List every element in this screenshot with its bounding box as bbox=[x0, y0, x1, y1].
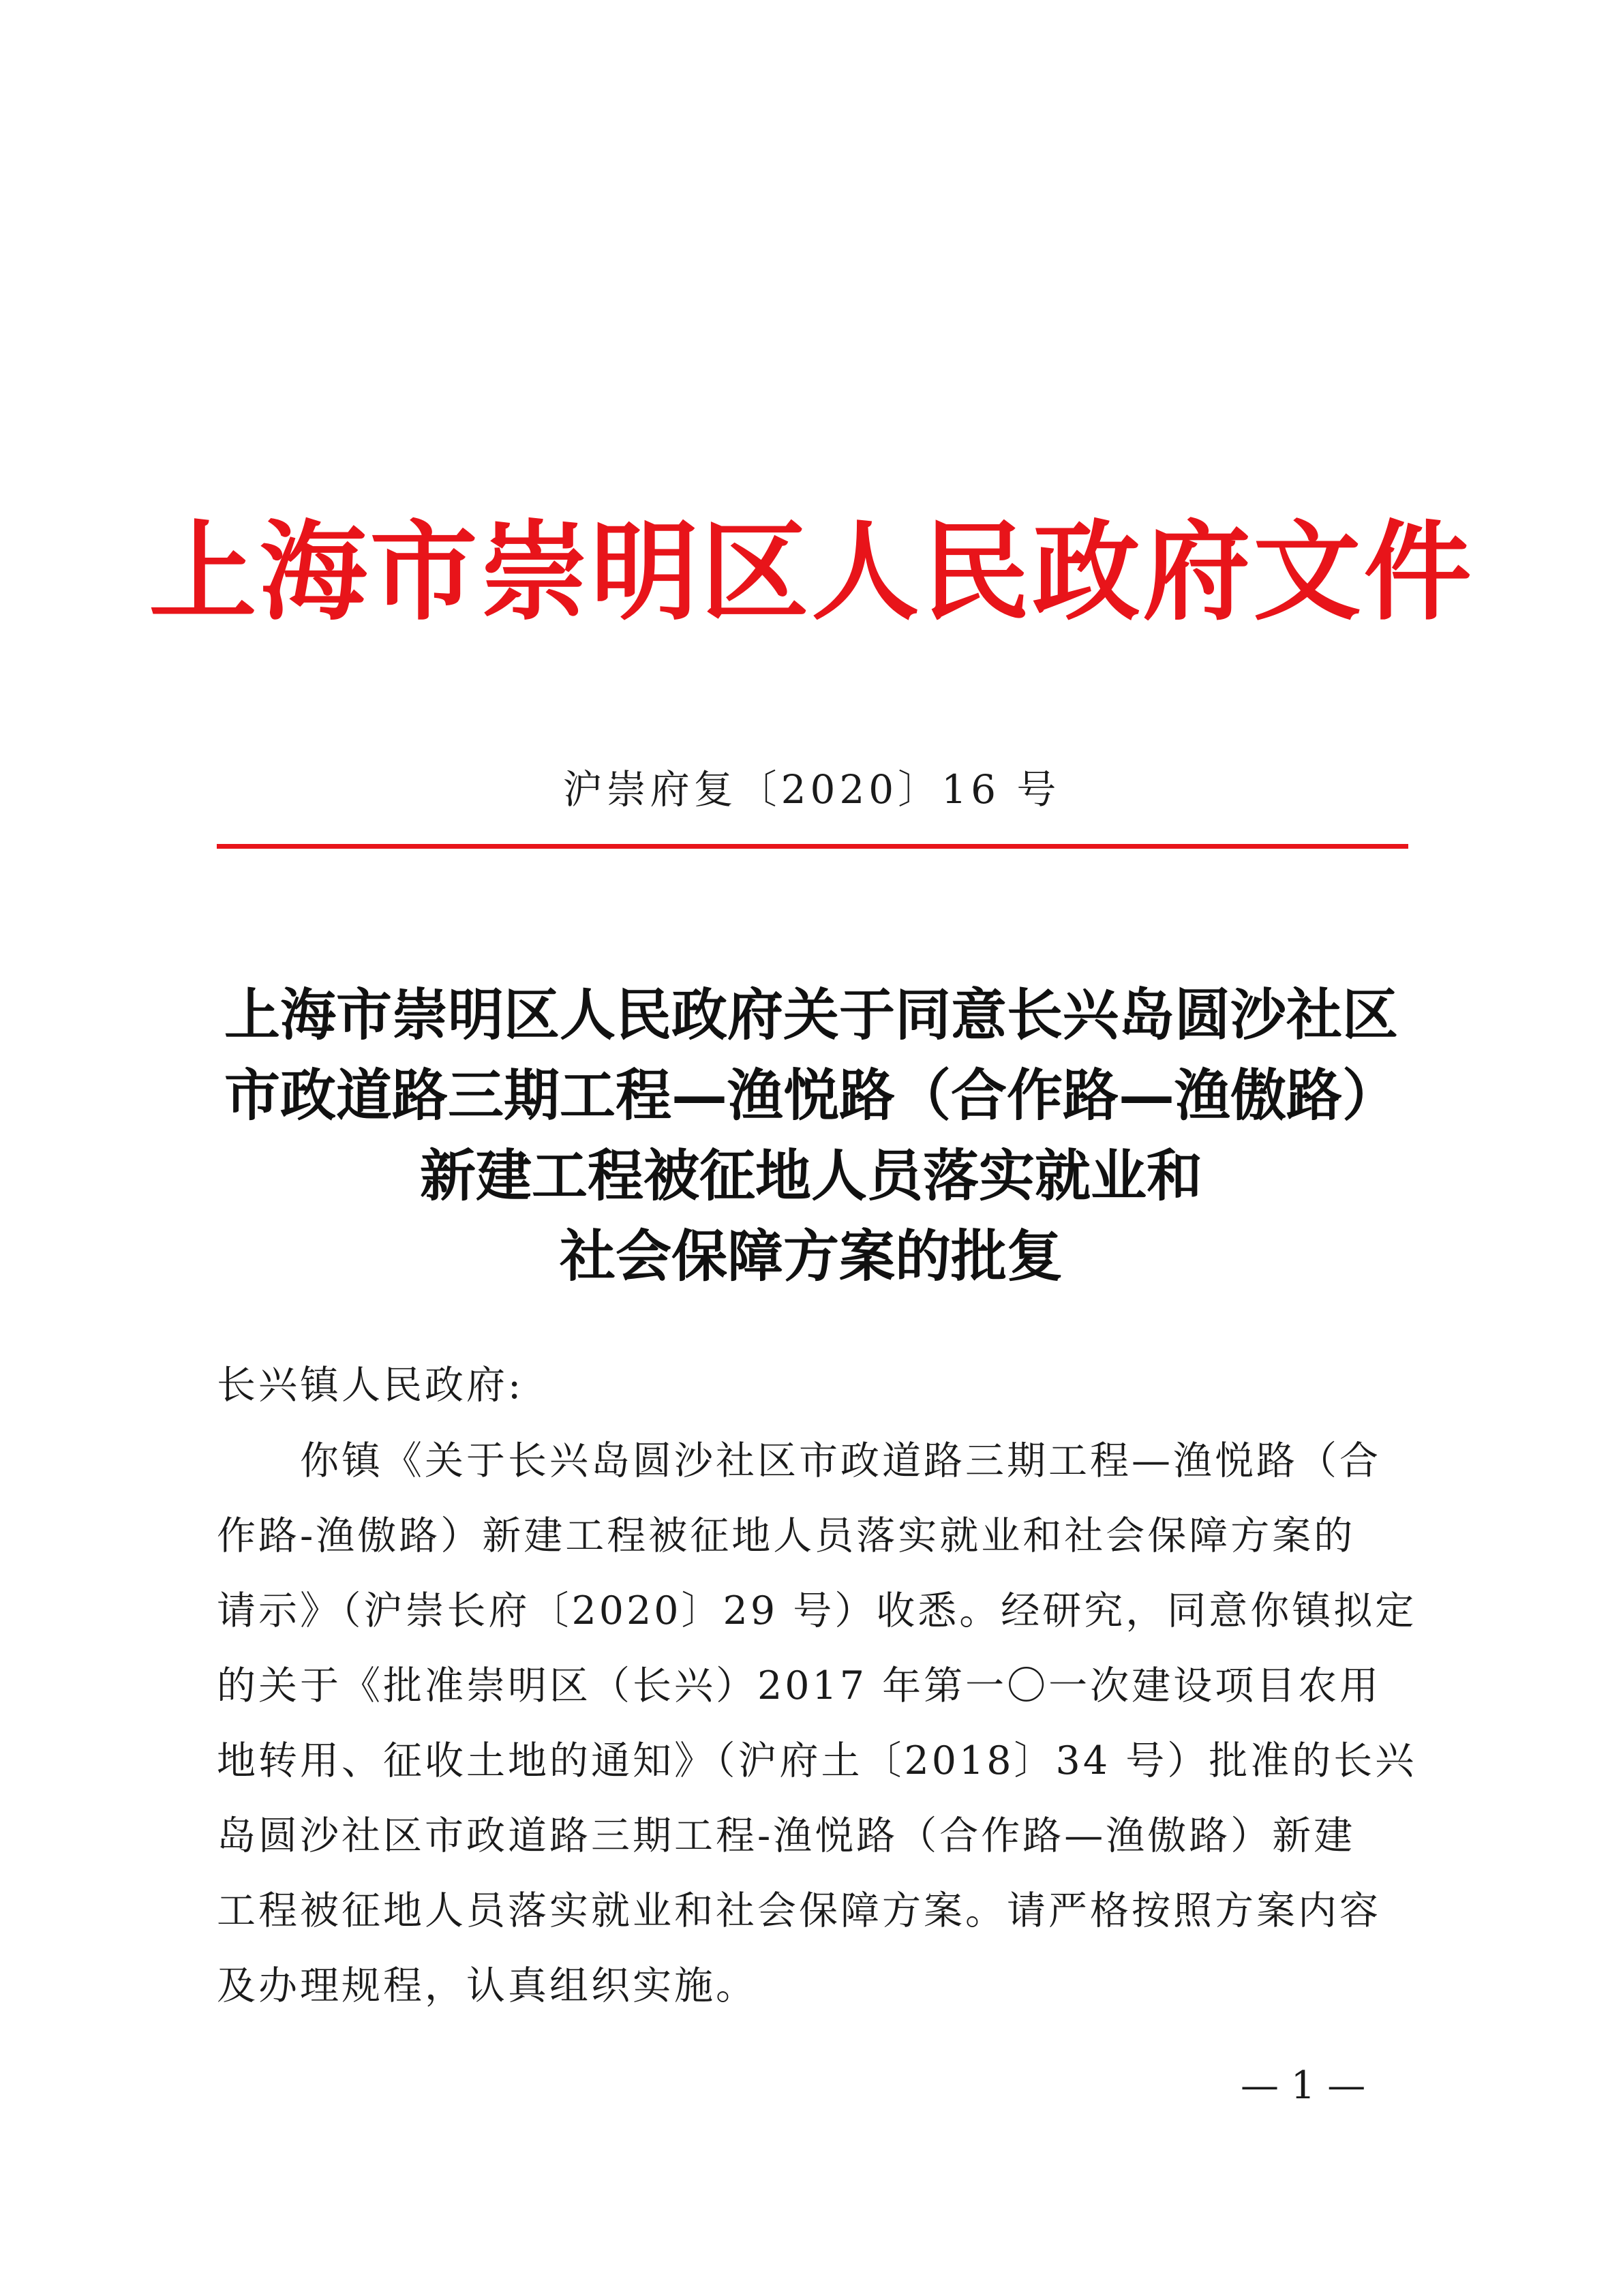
title-line: 社会保障方案的批复 bbox=[559, 1224, 1063, 1289]
document-number: 沪崇府复〔2020〕16 号 bbox=[562, 766, 1061, 813]
body-line: 作路-渔傲路）新建工程被征地人员落实就业和社会保障方案的 bbox=[217, 1513, 1356, 1558]
document-title bbox=[170, 975, 1452, 1297]
page-number: — 1 — bbox=[1241, 2064, 1366, 2108]
body-line: 工程被征地人员落实就业和社会保障方案。请严格按照方案内容 bbox=[217, 1888, 1381, 1933]
body-line: 请示》（沪崇长府〔2020〕29 号）收悉。经研究，同意你镇拟定 bbox=[217, 1588, 1417, 1633]
title-line: 上海市崇明区人民政府关于同意长兴岛圆沙社区 bbox=[224, 982, 1398, 1048]
document-masthead: 上海市崇明区人民政府文件 bbox=[149, 509, 1474, 635]
body-paragraph bbox=[217, 1423, 1417, 2023]
body-line: 的关于《批准崇明区（长兴）2017 年第一〇一次建设项目农用 bbox=[217, 1663, 1382, 1708]
title-line: 市政道路三期工程—渔悦路（合作路—渔傲路） bbox=[224, 1063, 1398, 1128]
body-line: 岛圆沙社区市政道路三期工程-渔悦路（合作路—渔傲路）新建 bbox=[217, 1813, 1356, 1858]
title-line: 新建工程被征地人员落实就业和 bbox=[419, 1143, 1202, 1209]
body-line: 及办理规程，认真组织实施。 bbox=[217, 1963, 757, 2008]
red-divider-line bbox=[217, 844, 1408, 849]
body-line: 地转用、征收土地的通知》（沪府土〔2018〕34 号）批准的长兴 bbox=[217, 1738, 1417, 1783]
body-line: 你镇《关于长兴岛圆沙社区市政道路三期工程—渔悦路（合 bbox=[300, 1438, 1381, 1483]
salutation: 长兴镇人民政府: bbox=[217, 1363, 524, 1408]
